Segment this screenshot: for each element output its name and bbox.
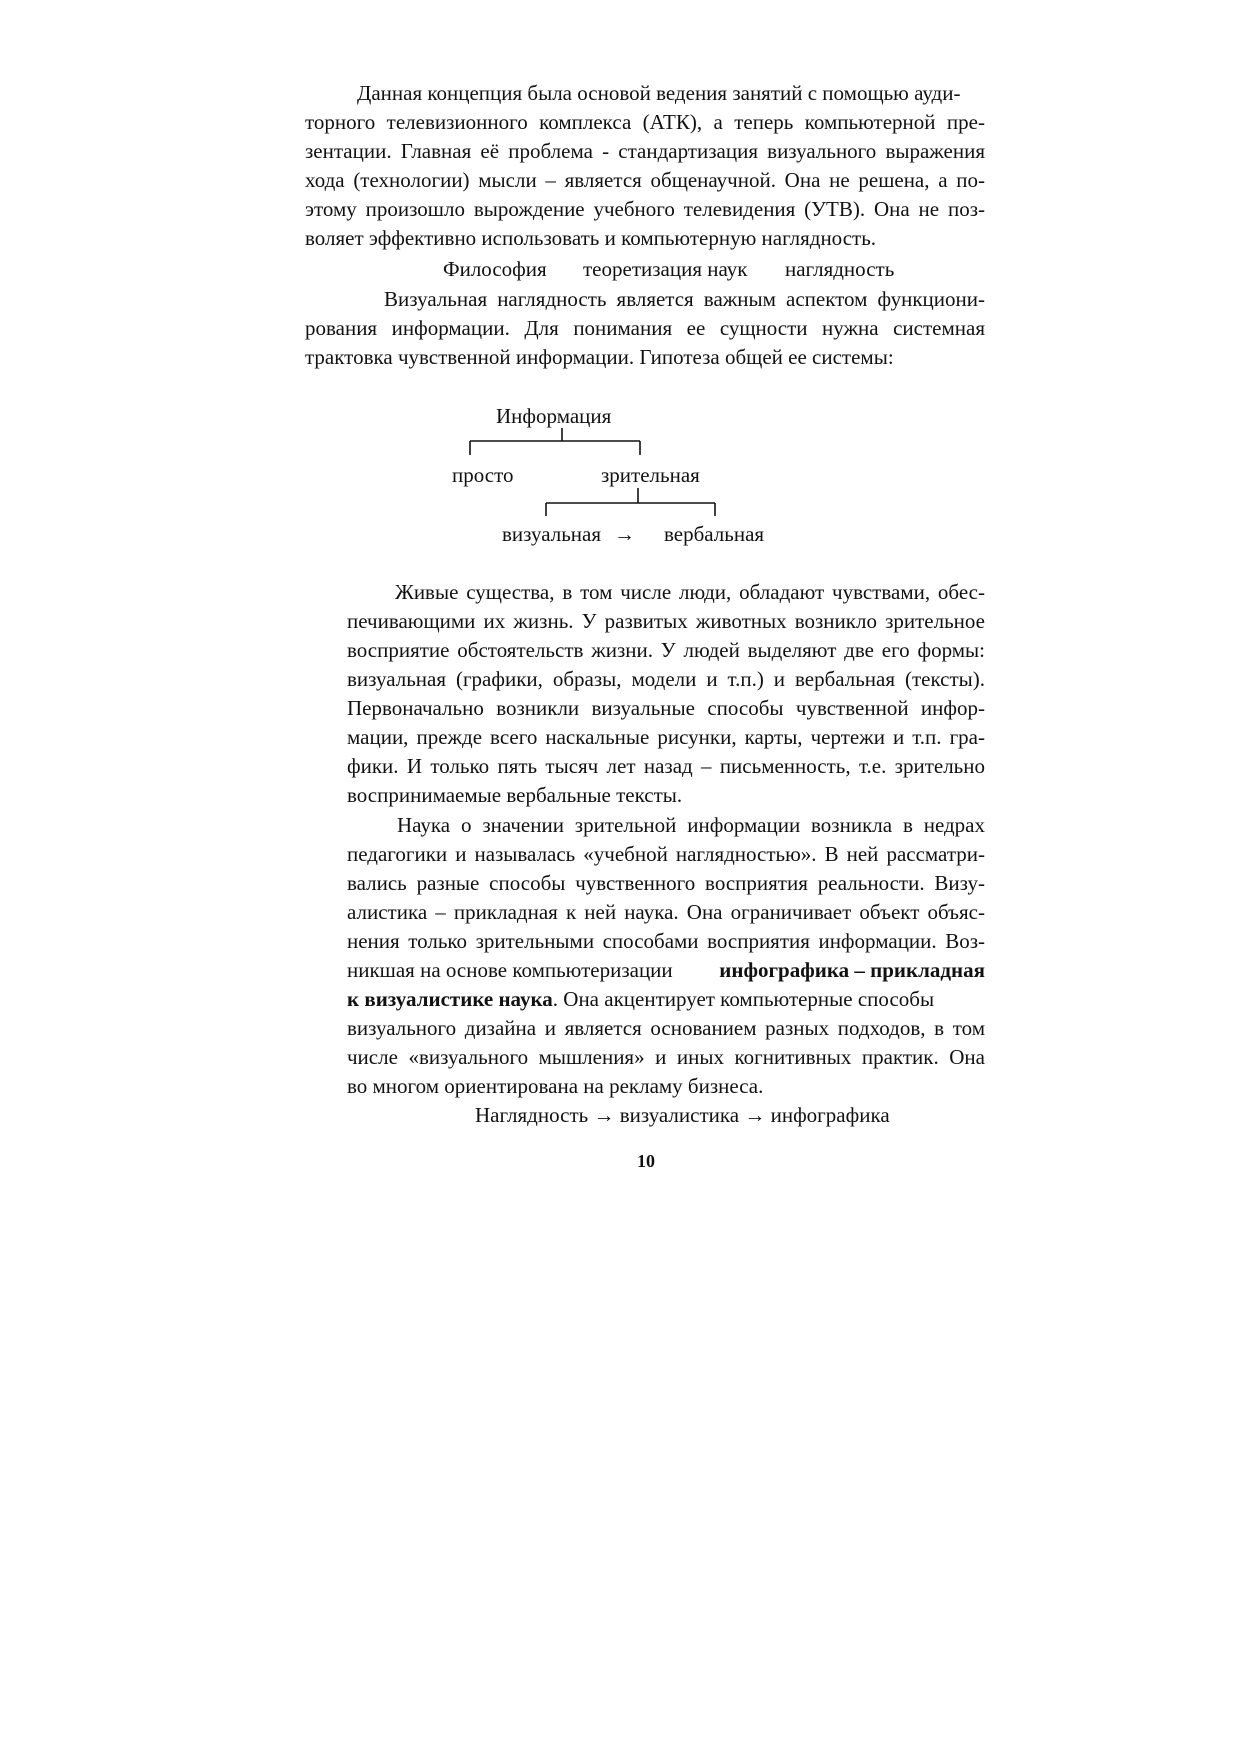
text-line: алистика – прикладная к ней наука. Она ограничивает объект объяс- bbox=[347, 900, 985, 924]
text-line: нения только зрительными способами восприятия информации. Воз- bbox=[347, 929, 985, 953]
text-line bbox=[347, 985, 934, 1013]
text-span: . Она акцентирует компьютерные способы bbox=[552, 987, 935, 1011]
text-line: во многом ориентирована на рекламу бизнеса. bbox=[347, 1074, 764, 1098]
text-line: трактовка чувственной информации. Гипотеза общей ее системы: bbox=[305, 345, 894, 369]
chain-item: Философия bbox=[443, 257, 547, 281]
concept-chain-2: Наглядность → визуалистика → инфографика bbox=[475, 1103, 890, 1127]
bold-term: к визуалистике наука bbox=[347, 987, 553, 1011]
diagram-leaf-left: визуальная bbox=[502, 522, 602, 546]
chain-item: наглядность bbox=[785, 257, 895, 281]
diagram-arrow: → bbox=[614, 522, 635, 546]
diagram-leaf-right: вербальная bbox=[664, 522, 765, 546]
text-line: воляет эффективно использовать и компьютерную наглядность. bbox=[305, 226, 877, 250]
text-line: хода (технологии) мысли – является общенаучной. Она не решена, а по- bbox=[305, 168, 985, 192]
text-span: никшая на основе компьютеризации bbox=[347, 958, 673, 982]
text-line: восприятие обстоятельств жизни. У людей выделяют две его формы: bbox=[347, 638, 985, 662]
text-line: мации, прежде всего наскальные рисунки, карты, чертежи и т.п. гра- bbox=[347, 725, 985, 749]
bold-term: инфографика – прикладная bbox=[719, 958, 985, 982]
text-line: визуального дизайна и является основанием разных подходов, в том bbox=[347, 1016, 985, 1040]
text-line: Первоначально возникли визуальные способы чувственной инфор- bbox=[347, 696, 985, 720]
diagram-root-label: Информация bbox=[496, 404, 612, 428]
text-line: печивающими их жизнь. У развитых животных возникло зрительное bbox=[347, 609, 985, 633]
diagram-branch-right: зрительная bbox=[601, 463, 700, 487]
text-line: Данная концепция была основой ведения занятий с помощью ауди- bbox=[357, 81, 961, 105]
text-line: рования информации. Для понимания ее сущности нужна системная bbox=[305, 316, 985, 340]
text-line: Живые существа, в том числе люди, обладают чувствами, обес- bbox=[395, 580, 985, 604]
text-line: числе «визуального мышления» и иных когнитивных практик. Она bbox=[347, 1045, 985, 1069]
page-number: 10 bbox=[637, 1151, 655, 1171]
text-line: этому произошло вырождение учебного телевидения (УТВ). Она не поз- bbox=[305, 197, 985, 221]
chain-item: теоретизация наук bbox=[583, 257, 748, 281]
text-line: Визуальная наглядность является важным аспектом функциони- bbox=[384, 287, 985, 311]
text-line: вались разные способы чувственного восприятия реальности. Визу- bbox=[347, 871, 985, 895]
text-line: Наука о значении зрительной информации возникла в недрах bbox=[397, 813, 985, 837]
text-line: педагогики и называлась «учебной наглядностью». В ней рассматри- bbox=[347, 842, 985, 866]
text-line: зентации. Главная её проблема - стандартизация визуального выражения bbox=[305, 139, 985, 163]
text-line bbox=[347, 956, 985, 984]
text-line: фики. И только пять тысяч лет назад – письменность, т.е. зрительно bbox=[347, 754, 985, 778]
text-line: торного телевизионного комплекса (АТК), а теперь компьютерной пре- bbox=[305, 110, 985, 134]
diagram-branch-left: просто bbox=[452, 463, 514, 487]
text-line: воспринимаемые вербальные тексты. bbox=[347, 783, 683, 807]
text-line: визуальная (графики, образы, модели и т.п.) и вербальная (тексты). bbox=[347, 667, 985, 691]
